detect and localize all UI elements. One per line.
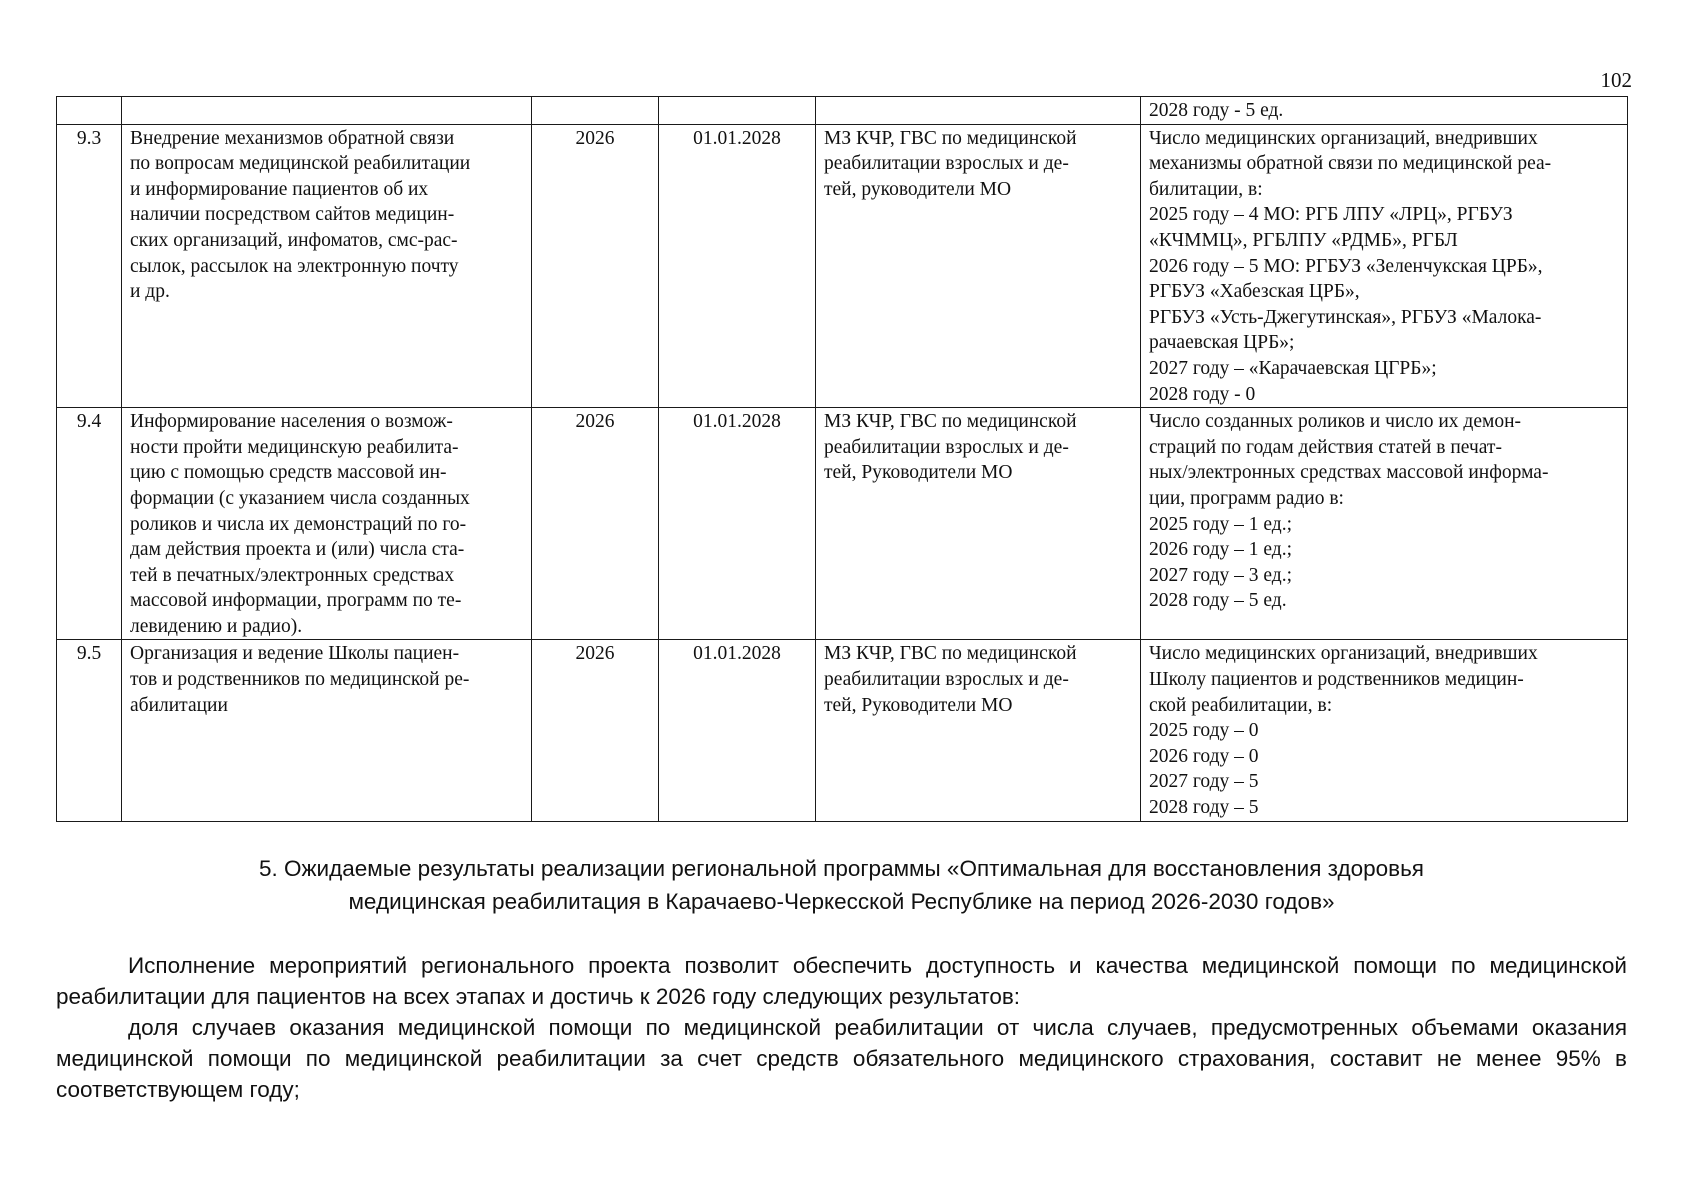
cell-start-year	[532, 124, 659, 408]
table-row	[57, 124, 1628, 408]
cell-activity-line: дам действия проекта и (или) числа ста-	[130, 539, 465, 561]
cell-number	[57, 97, 122, 125]
cell-indicator-line: 2026 году – 1 ед.;	[1149, 539, 1292, 561]
cell-indicator-line: 2028 году – 5	[1149, 797, 1259, 819]
cell-end-date	[659, 408, 816, 640]
end-date: 01.01.2028	[693, 127, 781, 149]
cell-responsible-line: МЗ КЧР, ГВС по медицинской	[824, 127, 1077, 149]
cell-indicator-line: 2025 году – 1 ед.;	[1149, 513, 1292, 535]
page-number: 102	[1600, 68, 1632, 92]
cell-activity-line: роликов и числа их демонстраций по го-	[130, 513, 467, 535]
activities-table	[56, 96, 1628, 822]
row-number: 9.4	[76, 411, 102, 433]
cell-indicator-line: 2026 году – 5 МО: РГБУЗ «Зеленчукская ЦРБ»,	[1149, 255, 1543, 277]
cell-activity-line: абилитации	[130, 694, 228, 716]
cell-activity-line: левидению и радио).	[130, 615, 303, 637]
body-text	[56, 950, 1627, 1105]
table-row	[57, 408, 1628, 640]
cell-responsible-line: тей, Руководители МО	[824, 462, 1013, 484]
end-date: 01.01.2028	[693, 411, 781, 433]
cell-responsible-line: МЗ КЧР, ГВС по медицинской	[824, 411, 1077, 433]
cell-indicator-line: 2025 году – 0	[1149, 720, 1259, 742]
cell-end-date	[659, 97, 816, 125]
cell-start-year	[532, 640, 659, 821]
cell-responsible	[816, 408, 1141, 640]
cell-number	[57, 124, 122, 408]
cell-activity-line: и информирование пациентов об их	[130, 178, 429, 200]
cell-number	[57, 640, 122, 821]
cell-indicator-line: РГБУЗ «Усть-Джегутинская», РГБУЗ «Малока-	[1149, 306, 1542, 328]
cell-indicator-line: билитации, в:	[1149, 178, 1263, 200]
cell-indicator-line: РГБУЗ «Хабезская ЦРБ»,	[1149, 281, 1360, 303]
cell-indicator-line: 2027 году – 3 ед.;	[1149, 564, 1292, 586]
table-row	[57, 640, 1628, 821]
cell-responsible	[816, 97, 1141, 125]
cell-indicator-line: рачаевская ЦРБ»;	[1149, 332, 1295, 354]
cell-number	[57, 408, 122, 640]
cell-activity	[122, 124, 532, 408]
cell-activity	[122, 97, 532, 125]
cell-activity-line: ских организаций, инфоматов, смс-рас-	[130, 229, 458, 251]
cell-activity-line: тов и родственников по медицинской ре-	[130, 669, 470, 691]
cell-activity-line: и др.	[130, 281, 170, 303]
section-heading-line-1: 5. Ожидаемые результаты реализации региональной программы «Оптимальная для восстановления здоровья	[258, 856, 1424, 881]
cell-responsible-line: реабилитации взрослых и де-	[824, 669, 1069, 691]
section-heading	[56, 852, 1627, 918]
cell-indicator-line: ции, программ радио в:	[1149, 487, 1344, 509]
paragraph-rehab-share: доля случаев оказания медицинской помощи по медицинской реабилитации от числа случаев, предусмотренных объемами оказания медицинской помощи по медицинской реабилитации за счет средств обязательного медицинского страхования, составит не менее 95% в соответствующем году;	[56, 1015, 1627, 1102]
start-year: 2026	[575, 127, 615, 149]
cell-activity-line: Внедрение механизмов обратной связи	[130, 127, 455, 149]
cell-responsible-line: реабилитации взрослых и де-	[824, 436, 1069, 458]
section-heading-line-2: медицинская реабилитация в Карачаево-Черкесской Республике на период 2026-2030 годов»	[348, 889, 1335, 914]
cell-activity-line: формации (с указанием числа созданных	[130, 487, 470, 509]
cell-activity-line: по вопросам медицинской реабилитации	[130, 153, 471, 175]
row-number: 9.3	[76, 127, 102, 149]
cell-responsible-line: тей, Руководители МО	[824, 694, 1013, 716]
cell-indicator-line: Число созданных роликов и число их демон-	[1149, 411, 1521, 433]
cell-start-year	[532, 408, 659, 640]
table-row	[57, 97, 1628, 125]
cell-indicator-line: страций по годам действия статей в печат-	[1149, 436, 1502, 458]
cell-end-date	[659, 640, 816, 821]
cell-indicator	[1141, 97, 1628, 125]
start-year: 2026	[575, 411, 615, 433]
cell-indicator	[1141, 124, 1628, 408]
cell-responsible	[816, 640, 1141, 821]
cell-end-date	[659, 124, 816, 408]
cell-start-year	[532, 97, 659, 125]
cell-activity-line: наличии посредством сайтов медицин-	[130, 204, 455, 226]
cell-activity	[122, 640, 532, 821]
cell-responsible-line: МЗ КЧР, ГВС по медицинской	[824, 643, 1077, 665]
cell-activity-line: ности пройти медицинскую реабилита-	[130, 436, 459, 458]
cell-indicator-line: 2028 году - 0	[1149, 383, 1256, 405]
row-number: 9.5	[76, 643, 102, 665]
cell-indicator	[1141, 640, 1628, 821]
cell-activity-line: Информирование населения о возмож-	[130, 411, 453, 433]
start-year: 2026	[575, 643, 615, 665]
cell-indicator-line: «КЧММЦ», РГБЛПУ «РДМБ», РГБЛ	[1149, 229, 1458, 251]
cell-indicator-line: ных/электронных средствах массовой информа-	[1149, 462, 1549, 484]
activities-table-wrapper	[56, 96, 1627, 822]
cell-activity-line: цию с помощью средств массовой ин-	[130, 462, 447, 484]
end-date: 01.01.2028	[693, 643, 781, 665]
cell-indicator-line: 2026 году – 0	[1149, 745, 1259, 767]
cell-indicator-line: 2027 году – «Карачаевская ЦГРБ»;	[1149, 357, 1437, 379]
cell-indicator-line: 2025 году – 4 МО: РГБ ЛПУ «ЛРЦ», РГБУЗ	[1149, 204, 1513, 226]
cell-activity-line: сылок, рассылок на электронную почту	[130, 255, 459, 277]
cell-indicator-line: 2028 году - 5 ед.	[1149, 100, 1284, 121]
cell-indicator-line: 2028 году – 5 ед.	[1149, 590, 1287, 612]
paragraph-results-intro: Исполнение мероприятий регионального проекта позволит обеспечить доступность и качества медицинской помощи по медицинской реабилитации для пациентов на всех этапах и достичь к 2026 году следующих результатов:	[56, 953, 1627, 1009]
cell-activity-line: массовой информации, программ по те-	[130, 590, 462, 612]
cell-indicator-line: Число медицинских организаций, внедривших	[1149, 643, 1538, 665]
cell-activity-line: Организация и ведение Школы пациен-	[130, 643, 460, 665]
cell-indicator-line: Школу пациентов и родственников медицин-	[1149, 669, 1524, 691]
cell-responsible	[816, 124, 1141, 408]
cell-responsible-line: тей, руководители МО	[824, 178, 1012, 200]
cell-indicator-line: Число медицинских организаций, внедривших	[1149, 127, 1538, 149]
cell-indicator-line: ской реабилитации, в:	[1149, 694, 1333, 716]
cell-indicator-line: 2027 году – 5	[1149, 771, 1259, 793]
cell-activity	[122, 408, 532, 640]
cell-activity-line: тей в печатных/электронных средствах	[130, 564, 455, 586]
cell-indicator	[1141, 408, 1628, 640]
cell-indicator-line: механизмы обратной связи по медицинской реа-	[1149, 153, 1552, 175]
cell-responsible-line: реабилитации взрослых и де-	[824, 153, 1069, 175]
